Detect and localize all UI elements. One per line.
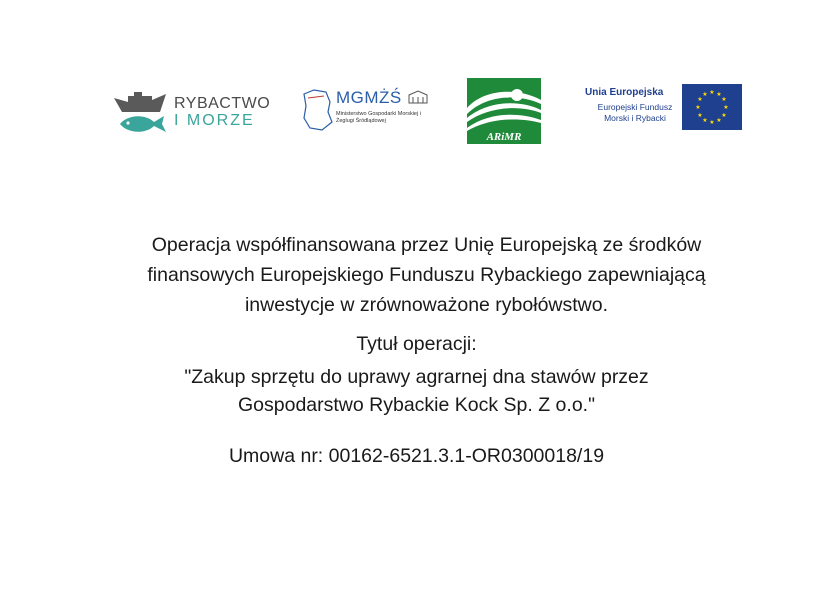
- intro-line-1: Operacja współfinansowana przez Unię Europejską ze środków: [151, 234, 702, 256]
- arimr-field-icon: [467, 78, 541, 144]
- svg-text:★: ★: [721, 112, 727, 119]
- svg-text:★: ★: [716, 91, 722, 98]
- eu-title: Unia Europejska: [585, 87, 664, 98]
- arimr-label: ARiMR: [486, 131, 522, 143]
- svg-text:★: ★: [709, 89, 715, 96]
- contract-number: Umowa nr: 00162-6521.3.1-OR0300018/19: [228, 445, 605, 467]
- eu-subtitle: [585, 102, 685, 124]
- intro-line-2: finansowych Europejskiego Funduszu Rybackiego zapewniającą: [147, 264, 706, 286]
- cofinancing-statement: [0, 230, 833, 320]
- svg-text:★: ★: [697, 112, 703, 119]
- eu-logo: [578, 82, 746, 132]
- eu-subtitle-line2: Morski i Rybacki: [604, 113, 666, 123]
- svg-text:★: ★: [702, 91, 708, 98]
- svg-text:★: ★: [702, 117, 708, 124]
- arimr-logo: [467, 78, 541, 144]
- eu-subtitle-line1: Europejski Fundusz: [597, 102, 673, 112]
- poland-map-icon: [300, 88, 334, 136]
- rybactwo-line2: I MORZE: [174, 112, 255, 129]
- title-line-1: "Zakup sprzętu do uprawy agrarnej dna stawów przez: [184, 366, 649, 388]
- svg-text:★: ★: [709, 119, 715, 126]
- operation-title-label: Tytuł operacji:: [356, 333, 477, 355]
- logo-bar: [0, 0, 833, 160]
- intro-line-3: inwestycje w zrównoważone rybołówstwo.: [244, 294, 609, 316]
- mgmzs-logo: [300, 84, 440, 144]
- mgmzs-title: MGMŻŚ: [336, 88, 402, 107]
- boat-fish-icon: [112, 88, 172, 138]
- rybactwo-wordmark: [174, 95, 270, 129]
- mgmzs-subtitle: Ministerstwo Gospodarki Morskiej i Żeglugi Śródlądowej: [336, 111, 421, 124]
- svg-text:★: ★: [697, 96, 703, 103]
- svg-text:★: ★: [716, 117, 722, 124]
- svg-text:★: ★: [695, 104, 701, 111]
- svg-text:★: ★: [721, 96, 727, 103]
- eu-flag-icon: [682, 84, 742, 130]
- title-line-2: Gospodarstwo Rybackie Kock Sp. Z o.o.": [238, 394, 595, 416]
- rybactwo-i-morze-logo: [112, 88, 272, 138]
- building-icon: [408, 90, 428, 104]
- operation-info: [0, 230, 833, 471]
- svg-text:★: ★: [723, 104, 729, 111]
- rybactwo-line1: RYBACTWO: [174, 95, 271, 112]
- operation-title: [0, 363, 833, 419]
